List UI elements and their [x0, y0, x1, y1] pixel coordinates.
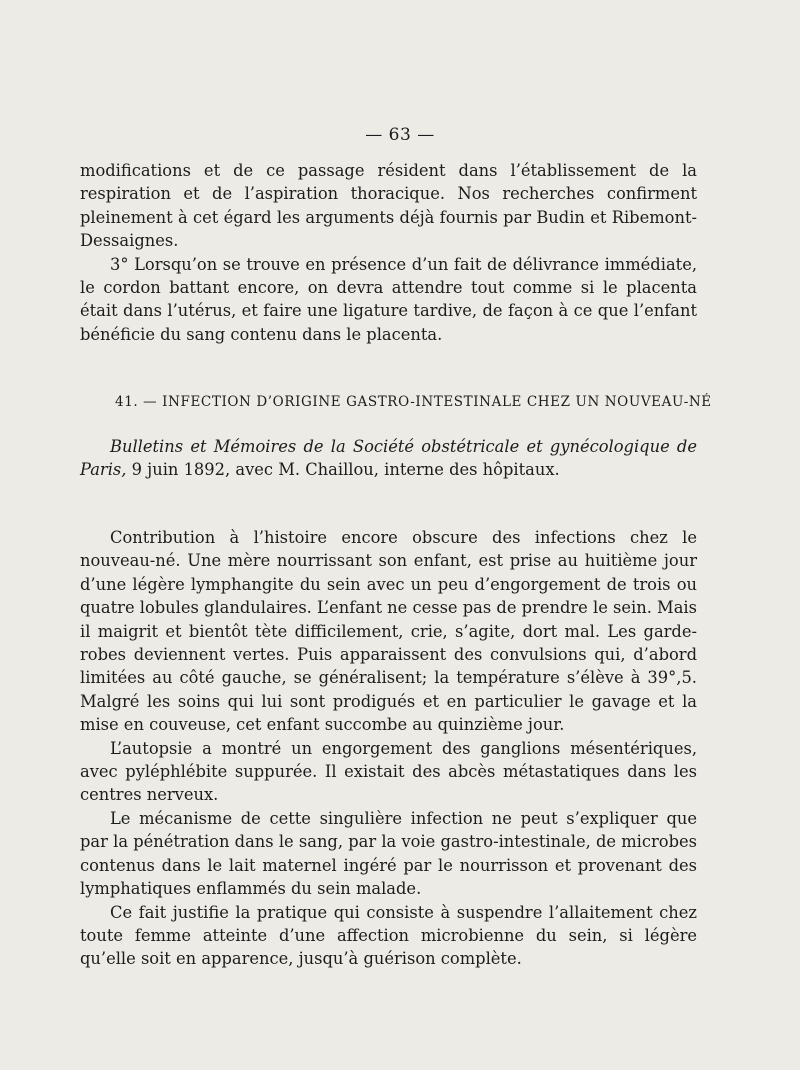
citation-details: 9 juin 1892, avec M. Chaillou, interne des hôpitaux.	[131, 460, 560, 480]
paragraph: Ce fait justifie la pratique qui consiste à suspendre l’allaitement chez toute femme atteinte d’une affection microbienne du sein, si légère qu’elle soit en apparence, jusqu’à guérison complète.	[80, 902, 697, 969]
page-number: — 63 —	[365, 125, 435, 145]
paragraph: Contribution à l’histoire encore obscure des infections chez le nouveau-né. Une mère nourrissant son enfant, est prise au huitième jour d’une légère lymphangite du sein avec un peu d’engorgement de trois ou quatre lobules glandulaires. L’enfant ne cesse pas de prendre le sein. Mais il maigrit et bientôt tète difficilement, crie, s’agite, dort mal. Les garde-robes deviennent vertes. Puis apparaissent des convulsions qui, d’abord limitées au côté gauche, se généralisent; la température s’élève à 39°,5. Malgré les soins qui lui sont prodigués et en particulier le gavage et la mise en couveuse, cet enfant succombe au quinzième jour.	[80, 528, 697, 735]
paragraph: Le mécanisme de cette singulière infection ne peut s’expliquer que par la pénétration dans le sang, par la voie gastro-intestinale, de microbes contenus dans le lait maternel ingéré par le nourrisson et provenant des lymphatiques enflammés du sein malade.	[80, 808, 697, 899]
section-body	[80, 526, 697, 971]
paragraph: modifications et de ce passage résident dans l’établissement de la respiration et de l’aspiration thoracique. Nos recherches confirment pleinement à cet égard les arguments déjà fournis par Budin et Ribemont-Dessaignes.	[80, 161, 697, 251]
paragraph: 3° Lorsqu’on se trouve en présence d’un fait de délivrance immédiate, le cordon battant encore, on devra attendre tout comme si le placenta était dans l’utérus, et faire une ligature tardive, de façon à ce que l’enfant bénéficie du sang contenu dans le placenta.	[80, 254, 697, 344]
section-heading: 41. — INFECTION D’ORIGINE GASTRO-INTESTINALE CHEZ UN NOUVEAU-NÉ	[115, 394, 712, 410]
citation	[80, 435, 697, 482]
citation-journal: Bulletins et Mémoires de la Société obstétricale et gynécologique de Paris,	[80, 437, 697, 480]
paragraph: L’autopsie a montré un engorgement des ganglions mésentériques, avec pyléphlébite suppurée. Il existait des abcès métastatiques dans les centres nerveux.	[80, 738, 697, 805]
continued-text	[80, 159, 697, 346]
